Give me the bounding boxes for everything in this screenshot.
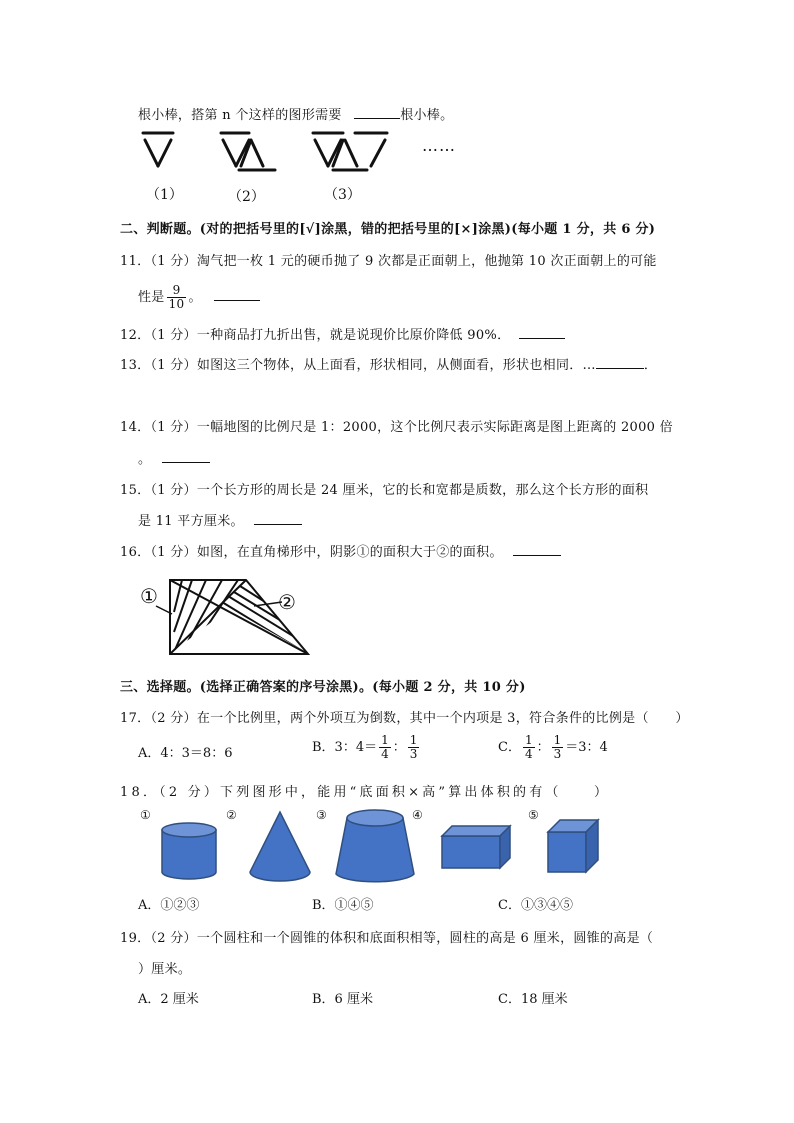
q17-b-frac2 bbox=[408, 734, 420, 761]
q18-option-a[interactable]: A．①②③ bbox=[138, 898, 200, 913]
q18-shape-label-5: ⑤ bbox=[528, 808, 539, 822]
q16-line bbox=[120, 541, 561, 560]
q16-trapezoid-figure bbox=[136, 572, 316, 660]
q14-answer-blank[interactable] bbox=[162, 450, 210, 463]
q10-fig-label-3: （3） bbox=[324, 187, 361, 203]
q10-ellipsis: …… bbox=[422, 136, 456, 155]
q10-suffix: 根小棒。 bbox=[400, 108, 454, 123]
section2-header: 二、判断题。(对的把括号里的[√]涂黑，错的把括号里的[×]涂黑)(每小题 1 分，共 6 分) bbox=[120, 222, 656, 237]
q17-c-suffix: ＝3：4 bbox=[565, 740, 608, 755]
q17-c-prefix: C． bbox=[498, 740, 521, 755]
q17-c-frac2-num: 1 bbox=[553, 733, 562, 747]
q13-text: 13．（1 分）如图这三个物体，从上面看，形状相同，从侧面看，形状也相同．… bbox=[120, 358, 596, 373]
q14-line2 bbox=[138, 448, 210, 467]
q18-shape-label-2: ② bbox=[226, 808, 237, 822]
q17-c-frac2 bbox=[552, 734, 564, 761]
q18-text: 18．（2 分）下列图形中，能用“底面积×高”算出体积的有（ ） bbox=[120, 785, 611, 800]
q17-option-a[interactable]: A．4：3＝8：6 bbox=[138, 746, 233, 761]
q18-shape-label-1: ① bbox=[140, 808, 151, 822]
q17-b-frac1 bbox=[379, 734, 391, 761]
q18-shape-label-3: ③ bbox=[316, 808, 327, 822]
frustum-shape bbox=[336, 810, 414, 882]
q17-option-b[interactable] bbox=[312, 734, 421, 761]
q19-option-b[interactable]: B．6 厘米 bbox=[312, 992, 373, 1007]
q17-b-frac2-num: 1 bbox=[409, 733, 418, 747]
q15-line1: 15．（1 分）一个长方形的周长是 24 厘米，它的长和宽都是质数，那么这个长方形的面积 bbox=[120, 483, 649, 498]
q18-option-c[interactable]: C．①③④⑤ bbox=[498, 898, 573, 913]
q10-text bbox=[138, 104, 453, 123]
q12-text: 12．（1 分）一种商品打九折出售，就是说现价比原价降低 90%． bbox=[120, 328, 511, 343]
q17-b-frac2-den: 3 bbox=[409, 747, 418, 761]
q18-shapes bbox=[150, 806, 610, 886]
q16-answer-blank[interactable] bbox=[513, 543, 561, 556]
q11-suffix: 。 bbox=[188, 290, 202, 305]
cube-shape bbox=[548, 820, 598, 872]
q18-option-b[interactable]: B．①④⑤ bbox=[312, 898, 374, 913]
q12-line bbox=[120, 324, 565, 343]
q17-b-prefix: B．3：4＝ bbox=[312, 740, 378, 755]
q15-text: 是 11 平方厘米。 bbox=[138, 514, 244, 529]
q11-line2 bbox=[138, 284, 260, 311]
q11-frac-num: 9 bbox=[167, 284, 187, 298]
q10-continuation: 根小棒，搭第 n 个这样的图形需要 bbox=[138, 108, 342, 123]
q11-prefix: 性是 bbox=[138, 290, 165, 305]
q14-prefix: 。 bbox=[138, 452, 152, 467]
q11-fraction bbox=[167, 284, 187, 311]
q17-c-frac1-den: 4 bbox=[524, 747, 533, 761]
q19-option-c[interactable]: C．18 厘米 bbox=[498, 992, 568, 1007]
q17-b-frac1-num: 1 bbox=[381, 733, 389, 747]
q17-c-colon: ： bbox=[536, 740, 550, 755]
q15-answer-blank[interactable] bbox=[254, 512, 302, 525]
q13-line bbox=[120, 354, 657, 373]
q17-b-frac1-den: 4 bbox=[381, 747, 389, 761]
q17-c-frac1-num: 1 bbox=[524, 733, 533, 747]
q18-shape-label-4: ④ bbox=[412, 808, 423, 822]
q13-end: ． bbox=[643, 358, 658, 373]
q13-answer-blank[interactable] bbox=[596, 356, 644, 369]
q16-text: 16．（1 分）如图，在直角梯形中，阴影①的面积大于②的面积。 bbox=[120, 545, 503, 560]
cone-shape bbox=[250, 812, 310, 881]
q10-fig-label-1: （1） bbox=[146, 187, 183, 203]
q14-line1: 14．（1 分）一幅地图的比例尺是 1：2000，这个比例尺表示实际距离是图上距离的 2000 倍 bbox=[120, 420, 673, 435]
cylinder-shape bbox=[162, 823, 216, 879]
q17-b-colon: ： bbox=[392, 740, 406, 755]
q11-line1: 11．（1 分）淘气把一枚 1 元的硬币抛了 9 次都是正面朝上，他抛第 10 次正面朝上的可能 bbox=[120, 254, 657, 269]
q16-label-1: ① bbox=[140, 584, 158, 608]
q15-line2 bbox=[138, 510, 302, 529]
section3-header: 三、选择题。(选择正确答案的序号涂黑)。(每小题 2 分，共 10 分) bbox=[120, 680, 526, 695]
q17-c-frac1 bbox=[523, 734, 535, 761]
q12-answer-blank[interactable] bbox=[519, 326, 565, 339]
q11-frac-den: 10 bbox=[168, 297, 185, 311]
q16-label-2: ② bbox=[278, 590, 296, 614]
q19-line2: ）厘米。 bbox=[138, 962, 192, 977]
q10-answer-blank[interactable] bbox=[354, 106, 400, 119]
q10-fig-label-2: （2） bbox=[228, 189, 265, 205]
q19-option-a[interactable]: A．2 厘米 bbox=[138, 992, 199, 1007]
q19-line1: 19．（2 分）一个圆柱和一个圆锥的体积和底面积相等，圆柱的高是 6 厘米，圆锥的高是（ bbox=[120, 931, 654, 946]
q17-text: 17．（2 分）在一个比例里，两个外项互为倒数，其中一个内项是 3，符合条件的比例是（ ） bbox=[120, 711, 689, 726]
q17-option-c[interactable] bbox=[498, 734, 608, 761]
cuboid-shape bbox=[442, 826, 510, 868]
q11-answer-blank[interactable] bbox=[214, 288, 260, 301]
q17-c-frac2-den: 3 bbox=[553, 747, 562, 761]
q10-stick-figures bbox=[135, 128, 465, 208]
